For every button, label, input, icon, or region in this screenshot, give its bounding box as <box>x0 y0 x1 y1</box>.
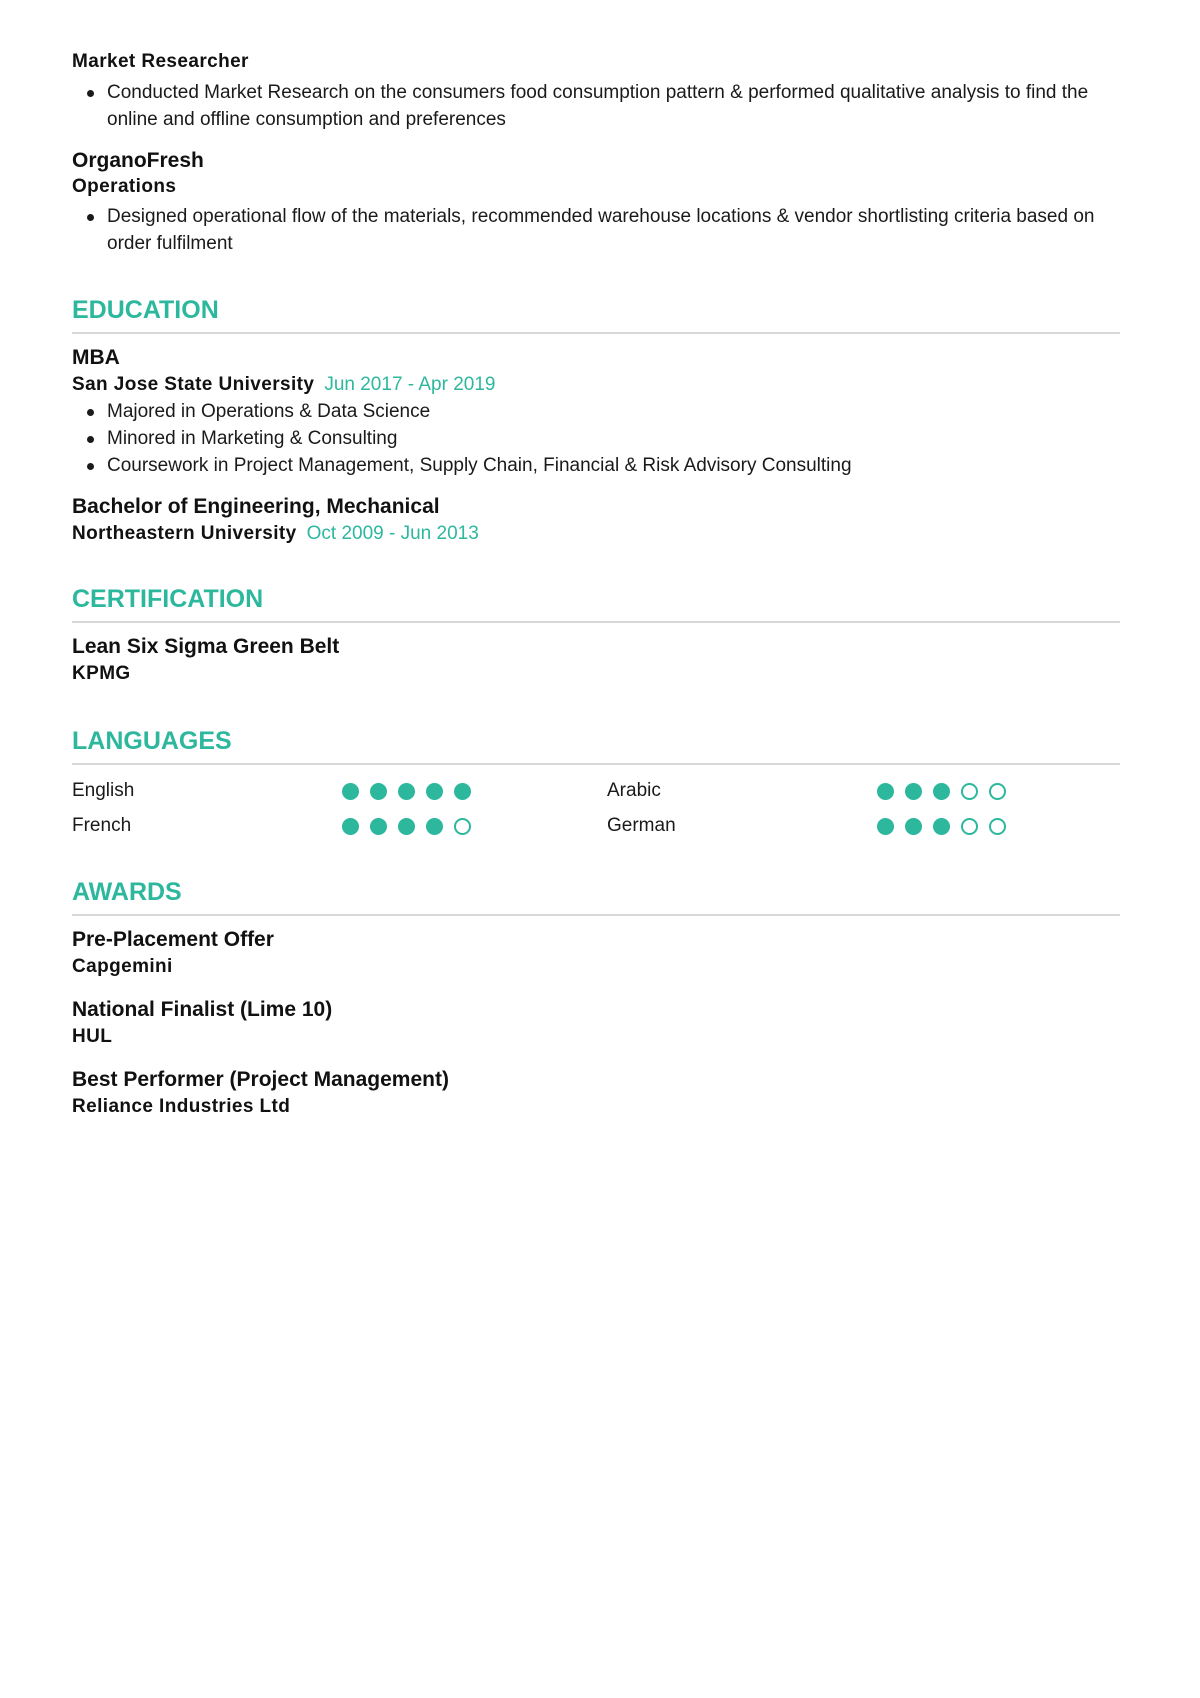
education-dates: Jun 2017 - Apr 2019 <box>324 374 496 395</box>
languages-section <box>72 725 1120 840</box>
degree-name: Bachelor of Engineering, Mechanical <box>72 495 440 518</box>
award-entry <box>72 996 1120 1050</box>
certification-section <box>72 583 1120 687</box>
bullet-item: Minored in Marketing & Consulting <box>107 425 1120 452</box>
rating-dot-filled <box>905 783 922 800</box>
awards-section <box>72 876 1120 1120</box>
rating-dot-empty <box>961 818 978 835</box>
section-title: AWARDS <box>72 878 182 906</box>
language-rating <box>877 812 1117 840</box>
section-title: LANGUAGES <box>72 727 232 755</box>
rating-dot-filled <box>933 783 950 800</box>
certification-name: Lean Six Sigma Green Belt <box>72 635 340 658</box>
rating-dot-filled <box>933 818 950 835</box>
rating-dot-empty <box>961 783 978 800</box>
degree-name: MBA <box>72 346 120 369</box>
section-divider <box>72 914 1120 916</box>
education-section <box>72 294 1120 547</box>
rating-dot-empty <box>989 818 1006 835</box>
language-rating <box>877 777 1117 805</box>
role-title: Operations <box>72 176 177 197</box>
award-org: Reliance Industries Ltd <box>72 1096 291 1117</box>
award-name: Best Performer (Project Management) <box>72 1068 449 1091</box>
school-line <box>72 521 1120 547</box>
award-entry <box>72 1066 1120 1120</box>
rating-dot-filled <box>426 783 443 800</box>
education-dates: Oct 2009 - Jun 2013 <box>306 523 479 544</box>
language-name: French <box>72 815 132 836</box>
school-name: San Jose State University <box>72 374 315 395</box>
bullet-item: Coursework in Project Management, Supply Chain, Financial & Risk Advisory Consulting <box>107 452 1120 479</box>
bullet-item: Conducted Market Research on the consumers food consumption pattern & performed qualitative analysis to find the online and offline consumption and preferences <box>107 79 1120 133</box>
rating-dot-filled <box>877 818 894 835</box>
language-rating <box>342 777 607 805</box>
school-line <box>72 372 1120 398</box>
language-grid <box>72 777 1120 840</box>
section-divider <box>72 763 1120 765</box>
section-title: EDUCATION <box>72 296 219 324</box>
education-entry <box>72 344 1120 479</box>
rating-dot-filled <box>454 783 471 800</box>
school-name: Northeastern University <box>72 523 297 544</box>
rating-dot-filled <box>342 818 359 835</box>
award-entry <box>72 926 1120 980</box>
language-rating <box>342 812 607 840</box>
rating-dot-filled <box>877 783 894 800</box>
rating-dot-filled <box>398 818 415 835</box>
language-name: English <box>72 780 135 801</box>
bullet-item: Designed operational flow of the materials, recommended warehouse locations & vendor shortlisting criteria based on order fulfilment <box>107 203 1120 257</box>
certification-entry <box>72 633 1120 687</box>
education-bullets <box>72 398 1120 479</box>
experience-continuation <box>72 50 1120 257</box>
rating-dot-filled <box>370 818 387 835</box>
rating-dot-filled <box>342 783 359 800</box>
role-bullets <box>72 203 1120 257</box>
rating-dot-filled <box>426 818 443 835</box>
rating-dot-empty <box>989 783 1006 800</box>
award-org: Capgemini <box>72 956 173 977</box>
role-bullets <box>72 79 1120 133</box>
section-title: CERTIFICATION <box>72 585 264 613</box>
award-name: National Finalist (Lime 10) <box>72 998 333 1021</box>
role-title: Market Researcher <box>72 51 249 72</box>
award-org: HUL <box>72 1026 113 1047</box>
rating-dot-empty <box>454 818 471 835</box>
education-entry <box>72 493 1120 547</box>
rating-dot-filled <box>905 818 922 835</box>
language-name: Arabic <box>607 780 661 801</box>
bullet-item: Majored in Operations & Data Science <box>107 398 1120 425</box>
award-name: Pre-Placement Offer <box>72 928 274 951</box>
certification-issuer: KPMG <box>72 663 131 684</box>
section-divider <box>72 332 1120 334</box>
rating-dot-filled <box>370 783 387 800</box>
rating-dot-filled <box>398 783 415 800</box>
company-name: OrganoFresh <box>72 149 204 172</box>
section-divider <box>72 621 1120 623</box>
language-name: German <box>607 815 676 836</box>
